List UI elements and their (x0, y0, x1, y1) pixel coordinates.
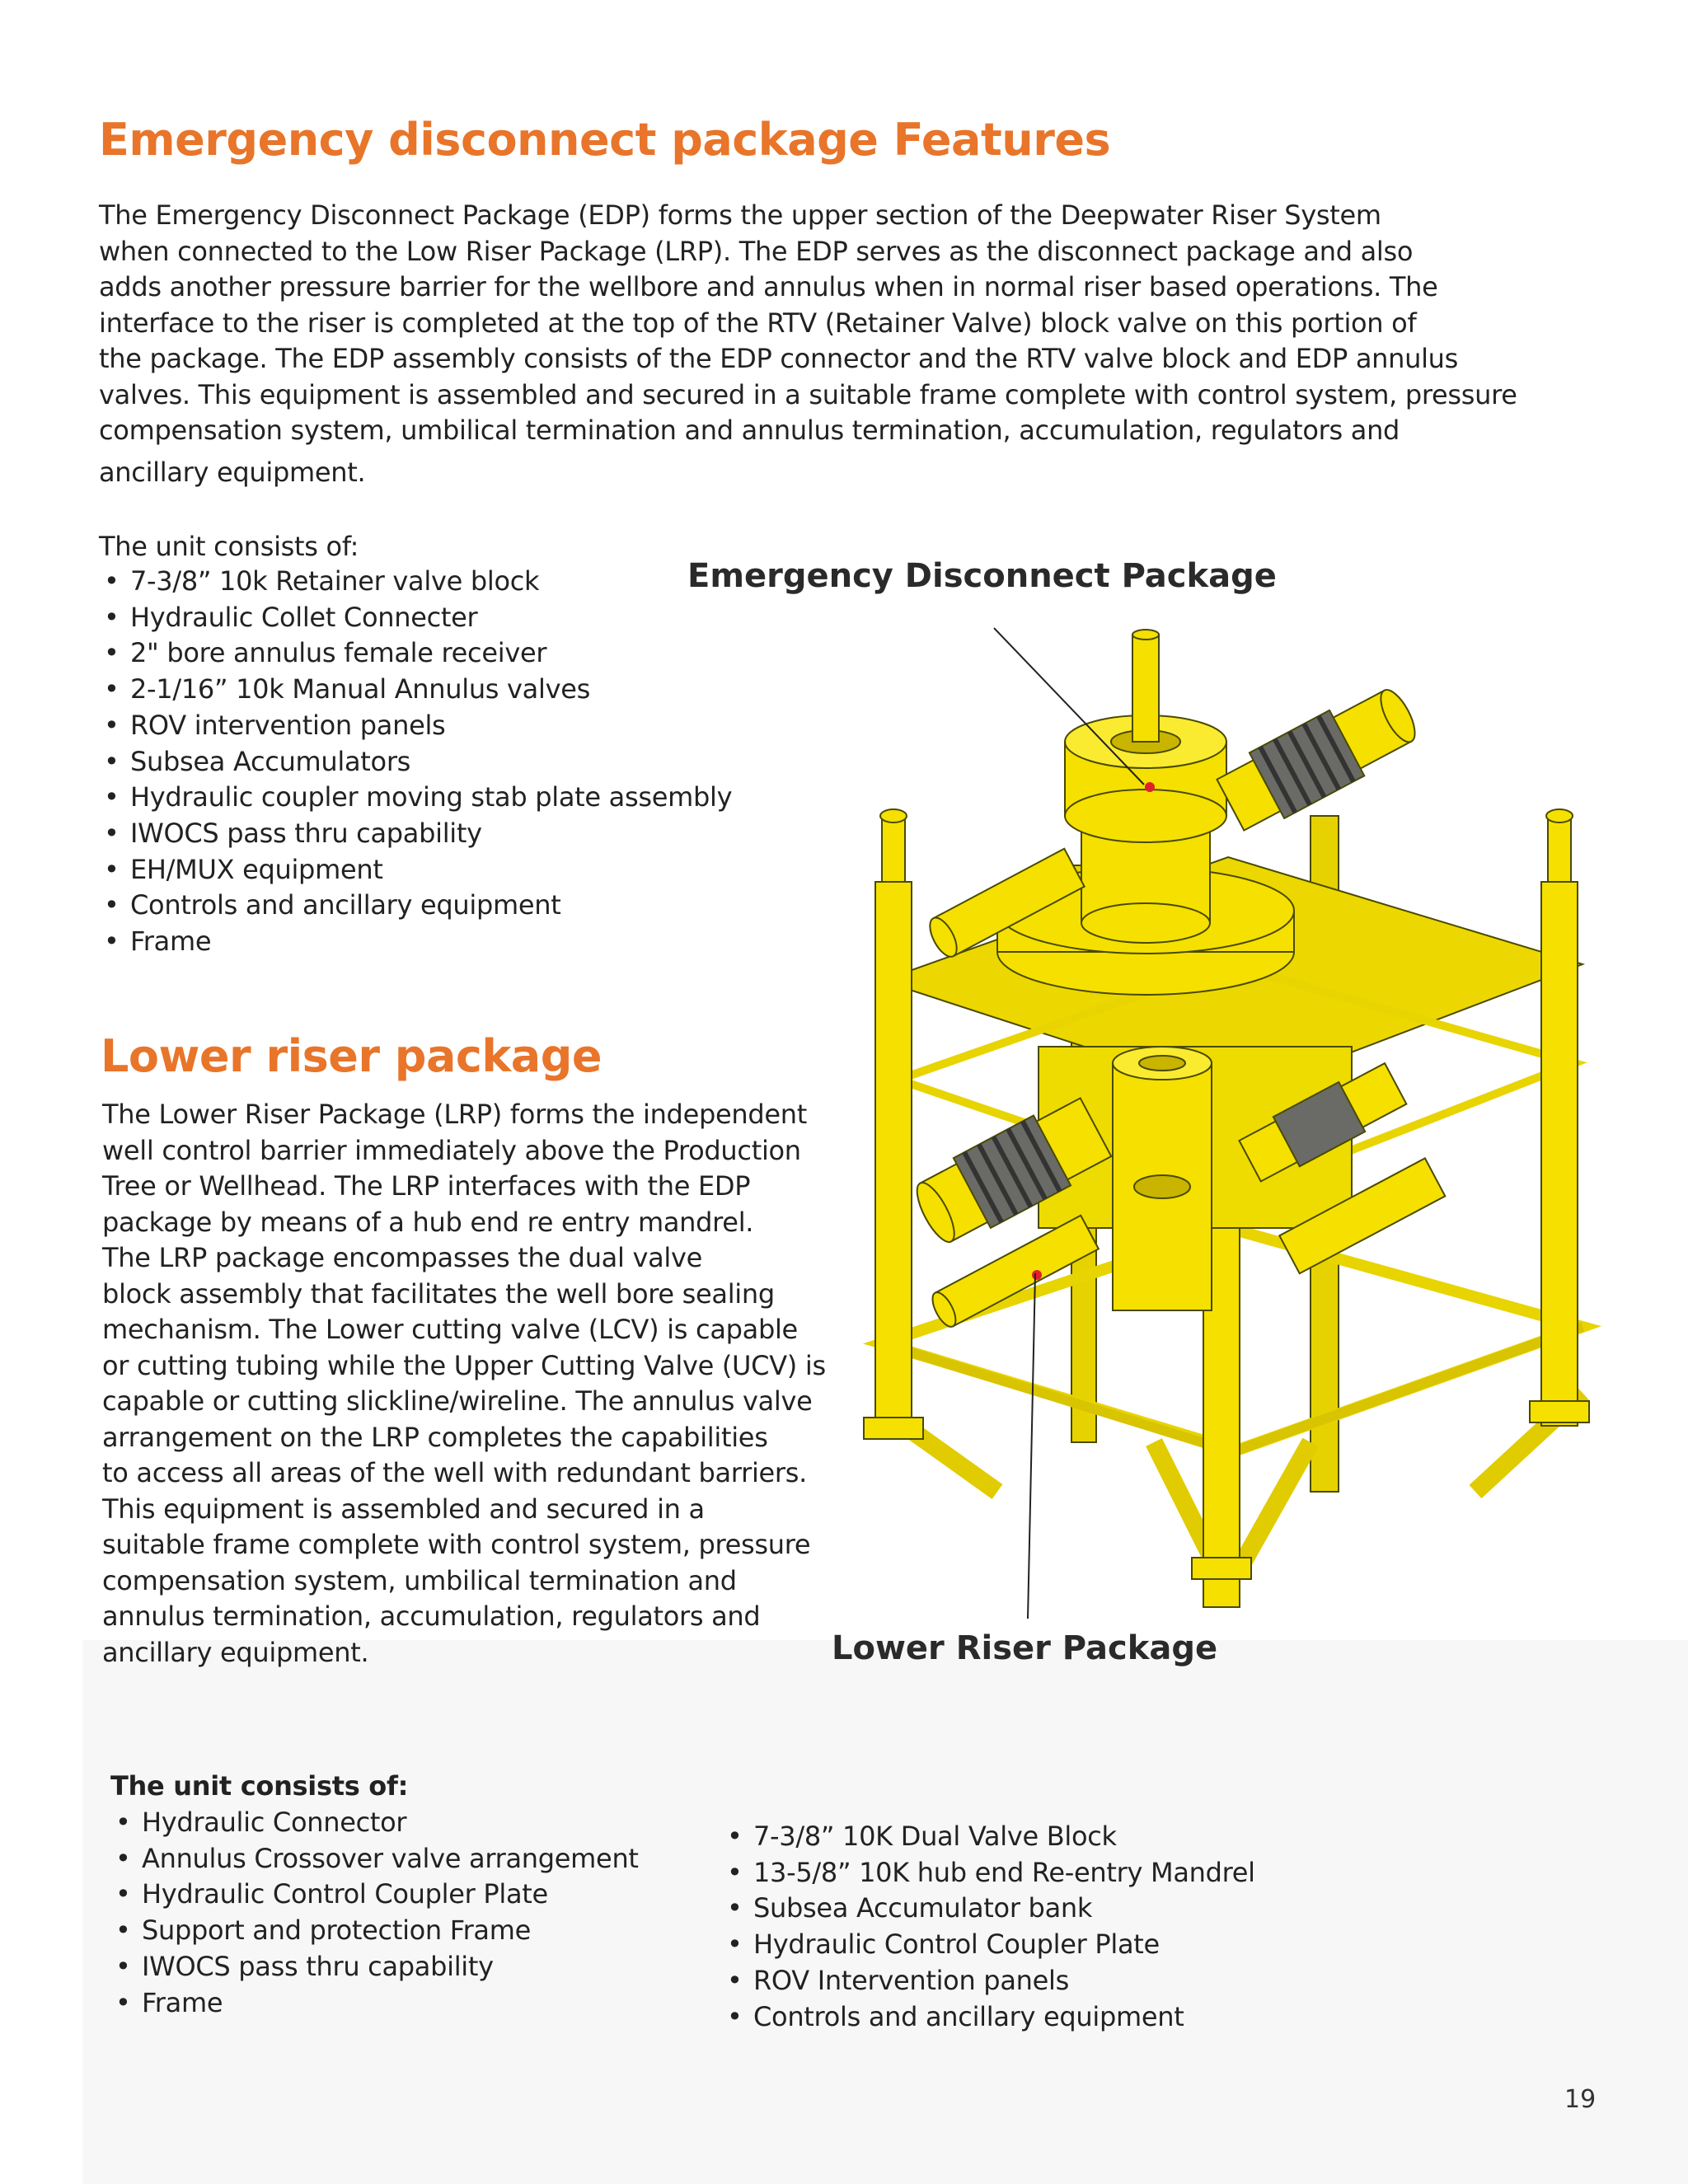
list-item: • EH/MUX equipment (99, 852, 732, 888)
lrp-description-line: Tree or Wellhead. The LRP interfaces with the EDP (102, 1170, 751, 1202)
edp-description-line: valves. This equipment is assembled and secured in a suitable frame complete with control system, pressure (99, 378, 1517, 410)
lrp-unit-list-right (722, 1819, 1255, 2035)
riser-package-illustration (849, 618, 1607, 1624)
lrp-description-line: well control barrier immediately above the Production (102, 1134, 801, 1166)
list-item: • 13-5/8” 10K hub end Re-entry Mandrel (722, 1855, 1255, 1891)
lrp-description-line: mechanism. The Lower cutting valve (LCV) is capable (102, 1314, 798, 1345)
lrp-callout-dot (1032, 1270, 1042, 1280)
list-item: • Hydraulic Connector (110, 1805, 639, 1841)
lrp-description-line: suitable frame complete with control system, pressure (102, 1529, 811, 1560)
edp-callout-dot (1145, 782, 1155, 792)
lrp-description-line: This equipment is assembled and secured in a (102, 1493, 705, 1525)
list-item: • Frame (110, 1985, 639, 2022)
list-item: • Controls and ancillary equipment (99, 888, 732, 924)
edp-description-line: interface to the riser is completed at the top of the RTV (Retainer Valve) block valve on this portion of (99, 307, 1417, 339)
lrp-description-line: annulus termination, accumulation, regulators and (102, 1601, 761, 1632)
lrp-description (102, 1097, 826, 1671)
lrp-description-line: or cutting tubing while the Upper Cutting Valve (UCV) is (102, 1349, 826, 1381)
lrp-description-line: compensation system, umbilical termination and (102, 1564, 737, 1596)
list-item: • IWOCS pass thru capability (110, 1949, 639, 1985)
list-item: • ROV intervention panels (99, 708, 732, 744)
lrp-unit-list-left (110, 1805, 639, 2021)
list-item: • Annulus Crossover valve arrangement (110, 1841, 639, 1877)
edp-description-line: The Emergency Disconnect Package (EDP) forms the upper section of the Deepwater Riser System (99, 199, 1381, 231)
list-item: • Hydraulic coupler moving stab plate assembly (99, 780, 732, 816)
lrp-description-line: package by means of a hub end re entry mandrel. (102, 1206, 754, 1238)
lrp-description-line: arrangement on the LRP completes the capabilities (102, 1421, 768, 1453)
list-item: • ROV Intervention panels (722, 1963, 1255, 1999)
edp-description-line: when connected to the Low Riser Package (LRP). The EDP serves as the disconnect package and also (99, 235, 1414, 267)
edp-unit-list (99, 564, 732, 960)
list-item: • Subsea Accumulator bank (722, 1891, 1255, 1927)
list-item: • Controls and ancillary equipment (722, 1999, 1255, 2036)
lrp-unit-label: The unit consists of: (110, 1770, 409, 1802)
list-item: • Support and protection Frame (110, 1913, 639, 1949)
edp-description-line: ancillary equipment. (99, 456, 366, 488)
list-item: • Hydraulic Control Coupler Plate (110, 1877, 639, 1913)
lrp-section-title: Lower riser package (101, 1030, 603, 1082)
list-item: • IWOCS pass thru capability (99, 816, 732, 852)
list-item: • Frame (99, 924, 732, 960)
lrp-description-line: capable or cutting slickline/wireline. The annulus valve (102, 1385, 813, 1417)
lrp-description-line: ancillary equipment. (102, 1636, 369, 1668)
list-item: • 2" bore annulus female receiver (99, 635, 732, 672)
edp-description-line: the package. The EDP assembly consists of the EDP connector and the RTV valve block and EDP annulus (99, 343, 1459, 374)
lrp-description-line: The LRP package encompasses the dual valve (102, 1242, 703, 1273)
list-item: • 7-3/8” 10K Dual Valve Block (722, 1819, 1255, 1855)
list-item: • Hydraulic Collet Connecter (99, 600, 732, 636)
edp-unit-label: The unit consists of: (99, 531, 359, 562)
edp-description-line: adds another pressure barrier for the wellbore and annulus when in normal riser based operations. The (99, 271, 1438, 302)
lrp-description-line: to access all areas of the well with redundant barriers. (102, 1457, 808, 1488)
edp-callout-label: Emergency Disconnect Package (687, 557, 1277, 595)
lrp-description-line: block assembly that facilitates the well bore sealing (102, 1277, 775, 1310)
list-item: • 2-1/16” 10k Manual Annulus valves (99, 672, 732, 708)
lrp-callout-label: Lower Riser Package (832, 1629, 1218, 1667)
edp-section-title: Emergency disconnect package Features (99, 114, 1111, 166)
page-number: 19 (1564, 2085, 1597, 2114)
list-item: • Subsea Accumulators (99, 744, 732, 780)
lrp-description-line: The Lower Riser Package (LRP) forms the independent (102, 1099, 807, 1130)
list-item: • Hydraulic Control Coupler Plate (722, 1927, 1255, 1963)
edp-description-line: compensation system, umbilical termination and annulus termination, accumulation, regulators and (99, 415, 1400, 446)
list-item: • 7-3/8” 10k Retainer valve block (99, 564, 732, 600)
edp-description (99, 198, 1517, 490)
